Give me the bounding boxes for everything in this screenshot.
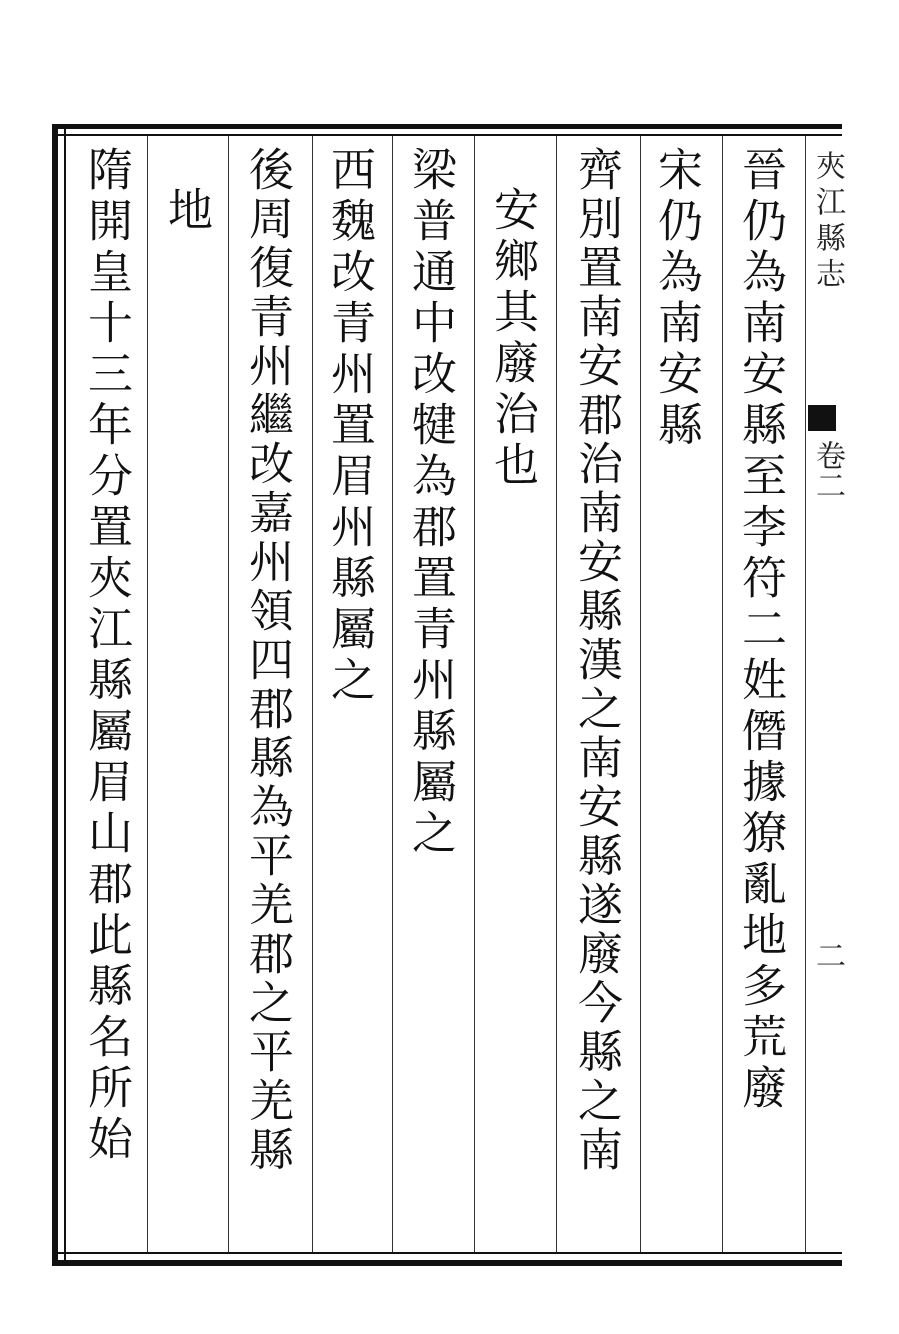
frame-top-border bbox=[52, 124, 842, 136]
margin-volume: 卷二 bbox=[810, 440, 845, 500]
column-rule bbox=[640, 136, 641, 1252]
column-rule bbox=[722, 136, 723, 1252]
column-rule bbox=[556, 136, 557, 1252]
text-column: 晉仍為南安縣至李符二姓僭據獠亂地多荒廢 bbox=[734, 146, 787, 1115]
text-column: 隋開皇十三年分置夾江縣屬眉山郡此縣名所始 bbox=[80, 146, 133, 1166]
column-rule bbox=[147, 136, 148, 1252]
text-column: 後周復青州繼改嘉州領四郡縣為平羌郡之平羌縣 bbox=[241, 146, 294, 1175]
text-column: 西魏改青州置眉州縣屬之 bbox=[323, 146, 376, 707]
frame-left-border bbox=[52, 124, 66, 1266]
text-column: 地 bbox=[160, 186, 213, 237]
text-column: 梁普通中改犍為郡置青州縣屬之 bbox=[404, 146, 457, 860]
text-column: 齊別置南安郡治南安縣漢之南安縣遂廢今縣之南 bbox=[570, 146, 623, 1175]
column-rule bbox=[312, 136, 313, 1252]
column-rule bbox=[474, 136, 475, 1252]
margin-strip bbox=[806, 136, 845, 1252]
text-column: 安鄉其廢治也 bbox=[486, 186, 539, 492]
column-rule bbox=[392, 136, 393, 1252]
frame-bottom-border bbox=[52, 1252, 842, 1266]
column-rule bbox=[228, 136, 229, 1252]
margin-title: 夾江縣志 bbox=[810, 150, 845, 294]
fish-tail-mark bbox=[808, 405, 836, 431]
text-column: 宋仍為南安縣 bbox=[650, 146, 703, 452]
margin-page-number: 二 bbox=[810, 940, 845, 970]
